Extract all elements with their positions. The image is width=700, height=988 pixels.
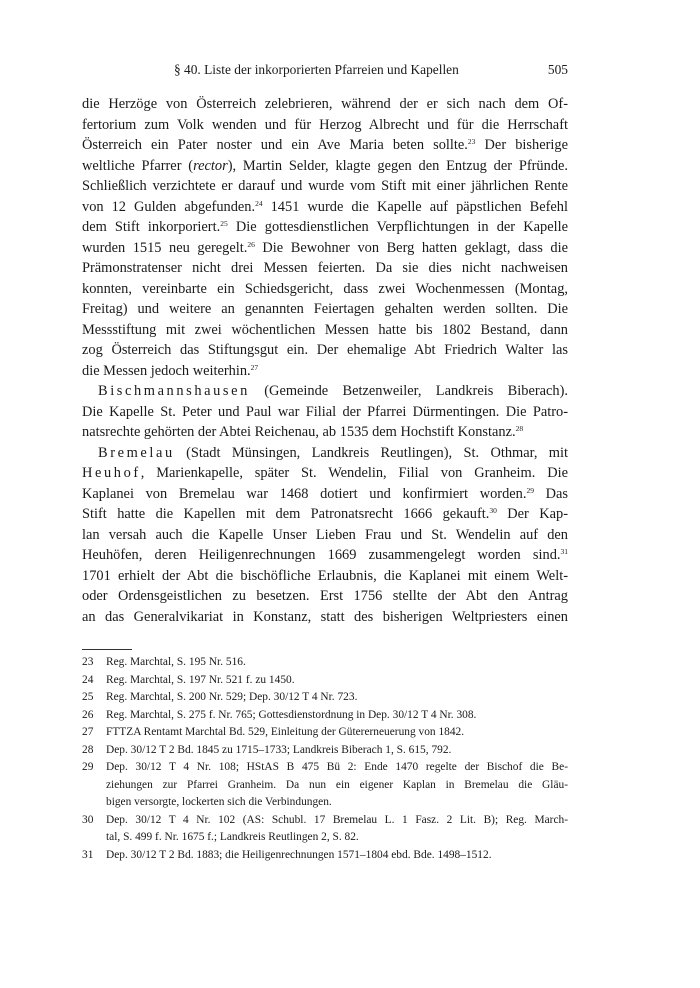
footnote-text: Dep. 30/12 T 2 Bd. 1883; die Heiligenrechnungen 1571–1804 ebd. Bde. 1498–1512. [106, 848, 492, 861]
footnote-number: 31 [82, 848, 94, 861]
text-line [82, 176, 568, 197]
footnote-ref: 25 [220, 219, 228, 228]
main-text [82, 94, 568, 627]
text-line [82, 504, 568, 525]
text-line [82, 197, 568, 218]
footnote-separator [82, 649, 132, 650]
text-segment: Das [533, 485, 568, 502]
text-segment: Schließlich verzichtete er darauf und wurde vom Stift mit einer jährlichen Rente [82, 178, 568, 194]
text-segment: , Marienkapelle, später St. Wendelin, Filial von Granheim. Die [140, 465, 568, 481]
text-segment: rector [193, 157, 228, 174]
text-segment: (Stadt Münsingen, Landkreis Reutlingen), St. Othmar, mit [174, 444, 568, 461]
text-line [82, 381, 568, 402]
text-segment: die Herzöge von Österreich zelebrieren, während der er sich nach dem Of- [82, 96, 568, 112]
text-line [82, 299, 568, 320]
footnote [82, 707, 568, 725]
text-line [82, 607, 568, 628]
footnote-ref: 23 [467, 137, 476, 146]
running-header [82, 62, 568, 82]
text-line [82, 525, 568, 546]
text-line [82, 238, 568, 259]
text-segment: Heuhöfen, deren Heiligenrechnungen 1669 zusammengelegt worden sind. [82, 547, 561, 563]
text-line [82, 361, 568, 382]
text-line [82, 463, 568, 484]
text-segment: Prämonstratenser nicht drei Messen feierten. Da sie dies nicht nachweisen [82, 260, 568, 276]
footnote-number: 29 [82, 761, 94, 773]
text-segment: Stift hatte die Kapellen mit dem Patronatsrecht 1666 gekauft. [82, 506, 490, 522]
footnote-text: tal, S. 499 f. Nr. 1675 f.; Landkreis Reutlingen 2, S. 82. [106, 831, 359, 843]
text-line [82, 422, 568, 443]
footnote-ref: 26 [247, 239, 255, 249]
footnote-number: 26 [82, 708, 94, 721]
text-line [82, 217, 568, 238]
text-segment: Die gottesdienstlichen Verpflichtungen in der Kapelle [227, 219, 568, 235]
footnote-text: bigen versorgte, lockerten sich die Verbindungen. [106, 796, 332, 808]
footnote-text: ziehungen zur Pfarrei Granheim. Da nun ein eigener Kaplan in Bremelau die Gläu- [106, 778, 568, 791]
text-line [82, 94, 568, 115]
text-segment: fertorium zum Volk wenden und für Herzog Albrecht und für die Herrschaft [82, 116, 568, 133]
footnote-text: Reg. Marchtal, S. 197 Nr. 521 f. zu 1450. [106, 673, 295, 686]
footnote-number: 24 [82, 673, 94, 686]
footnote [82, 759, 568, 812]
text-segment: Österreich ein Pater noster und ein Ave Maria beten sollte. [82, 137, 468, 153]
footnote-ref: 31 [560, 547, 568, 556]
text-segment: Der bisherige [475, 137, 568, 153]
text-segment: wurden 1515 neu geregelt. [82, 239, 248, 256]
text-line [82, 545, 568, 566]
footnote-ref: 29 [526, 485, 534, 495]
footnote-text: Reg. Marchtal, S. 195 Nr. 516. [106, 656, 246, 668]
text-line [82, 320, 568, 341]
text-segment: lan versah auch die Kapelle Unser Lieben Frau und St. Wendelin auf den [82, 526, 568, 543]
footnote [82, 689, 568, 707]
text-line [82, 340, 568, 361]
text-segment: die Messen jedoch weiterhin. [82, 362, 251, 379]
text-segment: Kaplanei von Bremelau war 1468 dotiert und konfirmiert worden. [82, 485, 527, 502]
text-line [82, 402, 568, 423]
footnote-number: 27 [82, 726, 94, 738]
text-segment: Die Bewohner von Berg hatten geklagt, dass die [254, 239, 569, 256]
footnote-ref: 28 [515, 424, 524, 433]
text-segment: 1701 erhielt der Abt die bischöfliche Erlaubnis, die Kaplanei mit einem Welt- [82, 567, 568, 584]
footnote-number: 25 [82, 691, 94, 703]
footnote-text: Dep. 30/12 T 2 Bd. 1845 zu 1715–1733; Landkreis Biberach 1, S. 615, 792. [106, 743, 452, 756]
text-segment: ), Martin Selder, klagte gegen den Entzug der Pfründe. [227, 157, 568, 174]
text-segment: natsrechte gehörten der Abtei Reichenau, ab 1535 dem Hochstift Konstanz. [82, 424, 516, 440]
footnote-ref: 27 [250, 362, 259, 372]
text-segment: (Gemeinde Betzenweiler, Landkreis Biberach). [249, 383, 568, 399]
text-line [82, 115, 568, 136]
text-segment: zog Österreich das Stiftungsgut ein. Der ehemalige Abt Friedrich Walter las [82, 342, 568, 358]
footnote-ref: 30 [489, 506, 497, 515]
page-number: 505 [547, 62, 568, 77]
footnote-number: 30 [82, 813, 94, 826]
text-line [82, 258, 568, 279]
text-line [82, 443, 568, 464]
footnote-text: FTTZA Rentamt Marchtal Bd. 529, Einleitung der Gütererneuerung von 1842. [106, 726, 465, 738]
text-segment: von 12 Gulden abgefunden. [82, 198, 256, 215]
text-segment: Freitag) und weitere an genannten Feiertagen gehalten werden sollten. Die [82, 301, 568, 317]
text-segment: dem Stift inkorporiert. [82, 219, 221, 235]
footnote-text: Reg. Marchtal, S. 200 Nr. 529; Dep. 30/12 T 4 Nr. 723. [106, 691, 358, 703]
text-segment: Die Kapelle St. Peter und Paul war Filial der Pfarrei Dürmentingen. Die Patro- [82, 403, 568, 420]
footnote-text: Dep. 30/12 T 4 Nr. 108; HStAS B 475 Bü 2: Ende 1470 regelte der Bischof die Be- [106, 761, 568, 773]
footnotes [82, 654, 568, 864]
text-line [82, 279, 568, 300]
text-line [82, 484, 568, 505]
text-segment: konnten, vereinbarte ein Schiedsgericht, dass zwei Wochenmessen (Montag, [82, 280, 568, 297]
footnote [82, 742, 568, 760]
text-segment: Messstiftung mit zwei wöchentlichen Messen hatte bis 1802 Bestand, dann [82, 321, 568, 338]
footnote [82, 812, 568, 847]
text-line [82, 586, 568, 607]
footnote [82, 724, 568, 742]
footnote [82, 672, 568, 690]
text-segment: 1451 wurde die Kapelle auf päpstlichen Befehl [262, 198, 568, 215]
footnote-text: Dep. 30/12 T 4 Nr. 102 (AS: Schubl. 17 Bremelau L. 1 Fasz. 2 Lit. B); Reg. March- [106, 813, 568, 826]
footnote-number: 23 [82, 656, 94, 668]
place-name: Bremelau [98, 444, 175, 461]
footnote [82, 654, 568, 672]
place-name: Heuhof [82, 465, 141, 481]
running-title: § 40. Liste der inkorporierten Pfarreien und Kapellen [174, 62, 459, 77]
text-segment: weltliche Pfarrer ( [82, 157, 194, 174]
text-segment: oder Ordensgeistlichen zu besetzen. Erst 1756 stellte der Abt den Antrag [82, 588, 568, 604]
text-line [82, 566, 568, 587]
place-name: Bischmannshausen [98, 383, 250, 399]
text-segment: an das Generalvikariat in Konstanz, statt des bisherigen Weltpriesters einen [82, 608, 568, 625]
footnote [82, 847, 568, 865]
footnote-text: Reg. Marchtal, S. 275 f. Nr. 765; Gottesdienstordnung in Dep. 30/12 T 4 Nr. 308. [106, 708, 477, 721]
footnote-ref: 24 [255, 198, 263, 208]
text-line [82, 156, 568, 177]
footnote-number: 28 [82, 743, 94, 756]
text-line [82, 135, 568, 156]
text-segment: Der Kap- [496, 506, 568, 522]
